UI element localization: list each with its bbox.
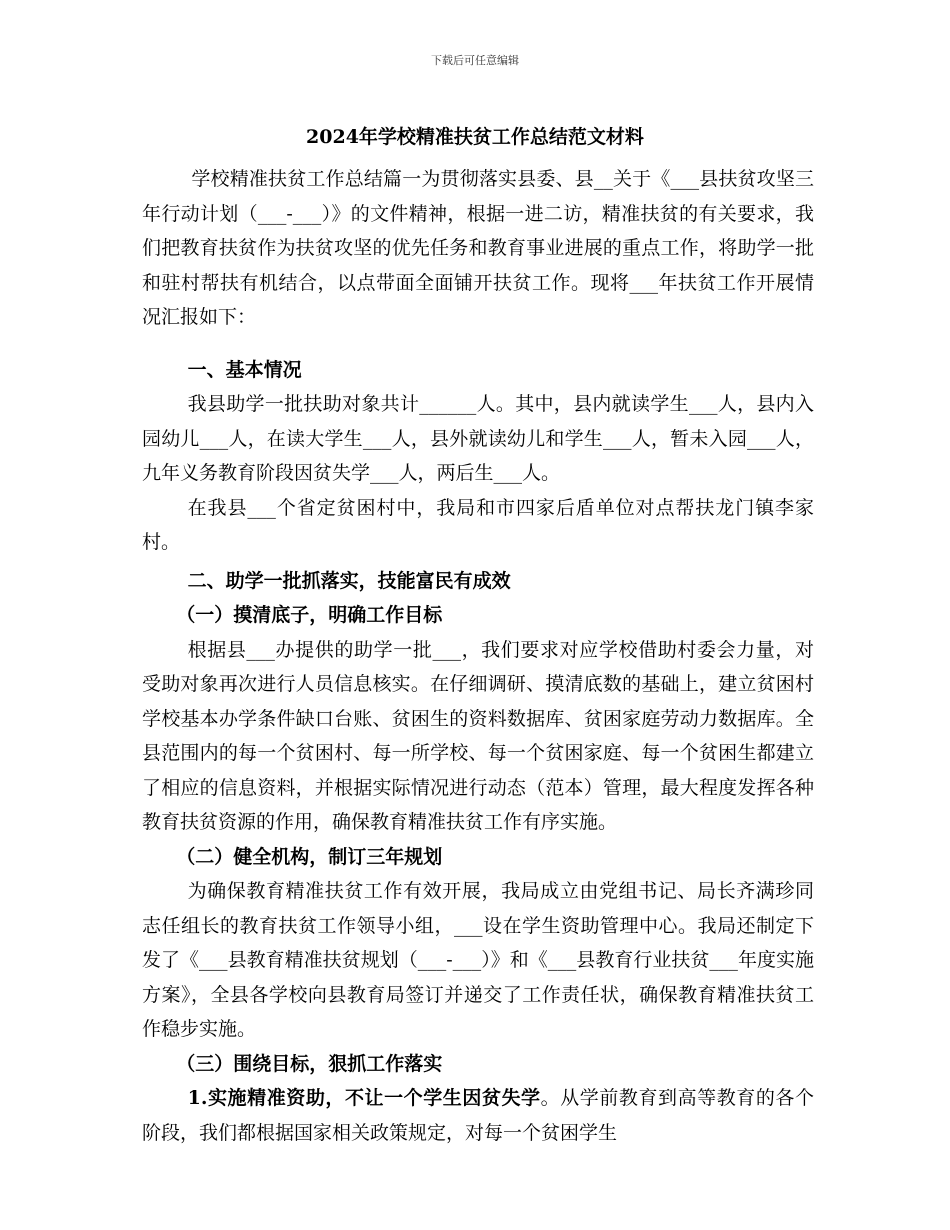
subsection-heading-3: （三）围绕目标，狠抓工作落实 <box>176 1052 443 1075</box>
item-text: 。从学前教育到高等教育的各个阶段，我们都根据国家相关政策规定，对每一个贫困学生 <box>142 1087 814 1144</box>
document-body <box>142 162 814 1150</box>
subsection-heading-2: （二）健全机构，制订三年规划 <box>176 845 443 868</box>
header-note: 下载后可任意编辑 <box>431 54 519 67</box>
document-title: 2024年学校精准扶贫工作总结范文材料 <box>306 126 644 148</box>
item-lead: 1.实施精准资助，不让一个学生因贫失学 <box>187 1087 541 1109</box>
subsection-heading-1: （一）摸清底子，明确工作目标 <box>176 604 443 626</box>
section-heading-basic: 一、基本情况 <box>187 358 302 381</box>
paragraph-sub-1: 根据县___办提供的助学一批___，我们要求对应学校借助村委会力量，对受助对象再次进行人员信息核实。在仔细调研、摸清底数的基础上，建立贫困村学校基本办学条件缺口台账、贫困生的资料数据库、贫困家庭劳动力数据库。全县范围内的每一个贫困村、每一所学校、每一个贫困家庭、每一个贫困生都建立了相应的信息资料，并根据实际情况进行动态（范本）管理，最大程度发挥各种教育扶贫资源的作用，确保教育精准扶贫工作有序实施。 <box>142 638 814 833</box>
paragraph-sub-3 <box>142 1081 814 1150</box>
intro-paragraph: 学校精准扶贫工作总结篇一为贯彻落实县委、县__关于《___县扶贫攻坚三年行动计划（___-___）》的文件精神，根据一进二访，精准扶贫的有关要求，我们把教育扶贫作为扶贫攻坚的优先任务和教育事业进展的重点工作，将助学一批和驻村帮扶有机结合，以点带面全面铺开扶贫工作。现将___年扶贫工作开展情况汇报如下： <box>142 168 814 328</box>
paragraph-basic-2: 在我县___个省定贫困村中，我局和市四家后盾单位对点帮扶龙门镇李家村。 <box>142 496 814 553</box>
paragraph-basic-1: 我县助学一批扶助对象共计______人。其中，县内就读学生___人，县内入园幼儿___人，在读大学生___人，县外就读幼儿和学生___人，暂未入园___人，九年义务教育阶段因贫失学___人，两后生___人。 <box>142 393 814 484</box>
paragraph-sub-2: 为确保教育精准扶贫工作有效开展，我局成立由党组书记、局长齐满珍同志任组长的教育扶贫工作领导小组，___设在学生资助管理中心。我局还制定下发了《___县教育精准扶贫规划（___-___）》和《___县教育行业扶贫___年度实施方案》，全县各学校向县教育局签订并递交了工作责任状，确保教育精准扶贫工作稳步实施。 <box>142 880 814 1040</box>
section-heading-implementation: 二、助学一批抓落实，技能富民有成效 <box>187 569 511 592</box>
